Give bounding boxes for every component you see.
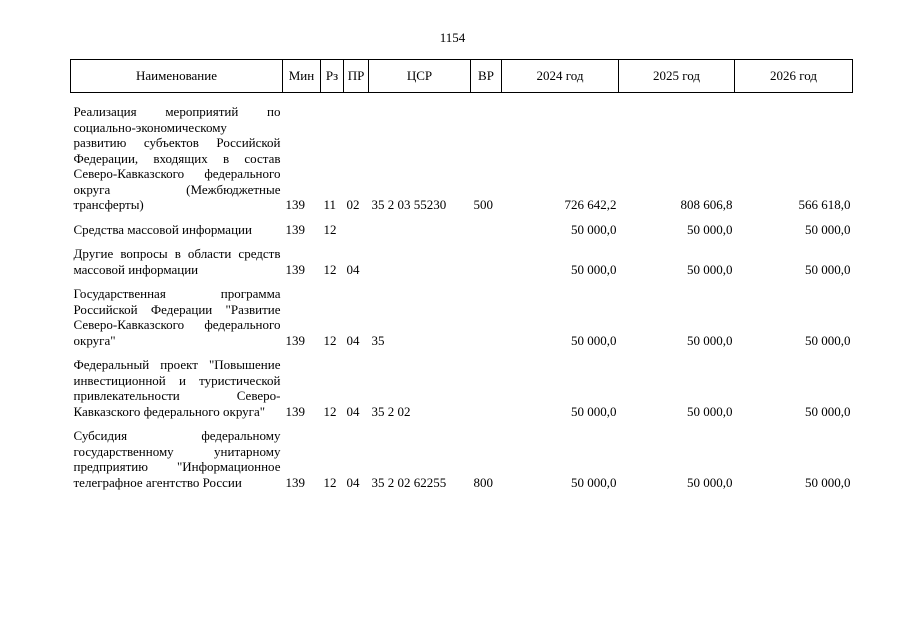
row-2025: 808 606,8	[680, 197, 733, 212]
row-2024: 726 642,2	[564, 197, 617, 212]
col-header-pr: ПР	[344, 60, 369, 93]
row-2026: 50 000,0	[805, 221, 851, 237]
row-rz: 12	[323, 474, 337, 490]
row-csr: 35	[371, 332, 385, 348]
row-pr: 04	[346, 332, 360, 348]
col-header-name: Наименование	[71, 60, 283, 93]
row-2026: 50 000,0	[805, 261, 851, 277]
row-2025: 50 000,0	[687, 221, 733, 237]
row-2026: 50 000,0	[805, 403, 851, 419]
col-header-rz: Рз	[321, 60, 344, 93]
row-2024: 50 000,0	[571, 403, 617, 419]
row-2025: 50 000,0	[687, 332, 733, 348]
table-row	[71, 222, 853, 238]
col-header-2025: 2025 год	[619, 60, 735, 93]
row-name: Другие вопросы в области средств массовой информации	[73, 246, 281, 277]
table-row	[71, 286, 853, 348]
row-min: 139	[285, 261, 305, 277]
row-min: 139	[285, 197, 305, 212]
row-rz: 12	[323, 403, 337, 419]
row-2025: 50 000,0	[687, 403, 733, 419]
row-name: Средства массовой информации	[73, 221, 252, 237]
row-vr	[471, 246, 502, 277]
table-row	[71, 104, 853, 213]
row-vr	[471, 222, 502, 238]
col-header-csr: ЦСР	[369, 60, 471, 93]
col-header-vr: ВР	[471, 60, 502, 93]
row-csr: 35 2 02	[371, 403, 411, 419]
row-rz: 12	[323, 261, 337, 277]
row-rz: 12	[323, 221, 337, 237]
row-vr: 800	[473, 474, 493, 490]
row-min: 139	[285, 474, 305, 490]
row-pr: 04	[346, 403, 360, 419]
col-header-2026: 2026 год	[735, 60, 853, 93]
row-min: 139	[285, 221, 305, 237]
row-csr: 35 2 03 55230	[371, 197, 447, 212]
row-pr: 04	[346, 261, 360, 277]
row-2024: 50 000,0	[571, 332, 617, 348]
table-row	[71, 246, 853, 277]
col-header-2024: 2024 год	[502, 60, 619, 93]
row-vr	[471, 357, 502, 419]
row-2026: 566 618,0	[798, 197, 851, 212]
row-min: 139	[285, 332, 305, 348]
table-header-row	[71, 60, 853, 93]
row-2025: 50 000,0	[687, 474, 733, 490]
row-csr: 35 2 02 62255	[371, 474, 447, 490]
row-2024: 50 000,0	[571, 221, 617, 237]
row-rz: 12	[323, 332, 337, 348]
row-2024: 50 000,0	[571, 474, 617, 490]
col-header-min: Мин	[283, 60, 321, 93]
row-name: Государственная программа Российской Федерации "Развитие Северо-Кавказского федерального округа"	[73, 286, 281, 348]
table-row	[71, 357, 853, 419]
row-pr	[344, 222, 369, 238]
row-name: Федеральный проект "Повышение инвестиционной и туристической привлекательности Северо-Кавказского федерального округа"	[73, 357, 281, 419]
row-vr: 500	[473, 197, 493, 212]
row-pr: 04	[346, 474, 360, 490]
budget-table	[70, 59, 853, 490]
row-csr	[369, 246, 471, 277]
row-min: 139	[285, 403, 305, 419]
page-number: 1154	[439, 30, 466, 45]
row-2025: 50 000,0	[687, 261, 733, 277]
row-pr: 02	[346, 197, 360, 212]
row-vr	[471, 286, 502, 348]
table-row	[71, 428, 853, 490]
row-2026: 50 000,0	[805, 474, 851, 490]
row-rz: 11	[323, 197, 337, 212]
row-2024: 50 000,0	[571, 261, 617, 277]
row-name: Реализация мероприятий по социально-экономическому развитию субъектов Российской Федерации, входящих в состав Северо-Кавказского федерального округа (Межбюджетные трансферты)	[73, 104, 281, 212]
row-csr	[369, 222, 471, 238]
row-name: Субсидия федеральному государственному унитарному предприятию "Информационное телеграфное агентство России	[73, 428, 281, 490]
row-2026: 50 000,0	[805, 332, 851, 348]
